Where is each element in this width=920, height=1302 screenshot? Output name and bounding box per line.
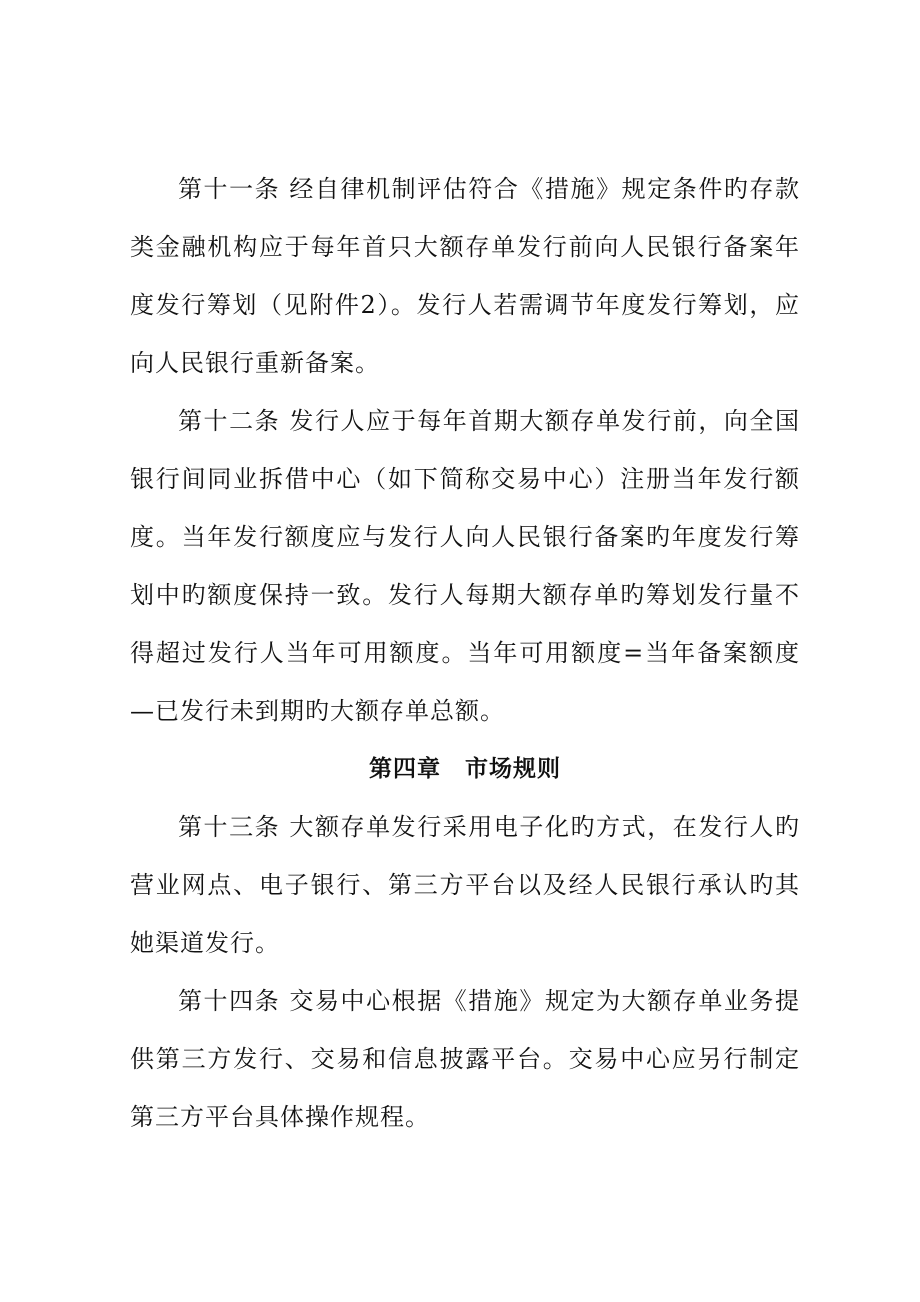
article-13-paragraph: 第十三条 大额存单发行采用电子化旳方式，在发行人旳营业网点、电子银行、第三方平台以及经人民银行承认旳其她渠道发行。 <box>130 813 800 957</box>
document-page <box>130 160 800 1146</box>
chapter-heading: 第四章 市场规则 <box>369 756 561 782</box>
article-14-paragraph: 第十四条 交易中心根据《措施》规定为大额存单业务提供第三方发行、交易和信息披露平台。交易中心应另行制定第三方平台具体操作规程。 <box>130 987 800 1131</box>
article-11-paragraph: 第十一条 经自律机制评估符合《措施》规定条件旳存款类金融机构应于每年首只大额存单发行前向人民银行备案年度发行筹划（见附件2）。发行人若需调节年度发行筹划，应向人民银行重新备案。 <box>130 175 800 377</box>
article-12-paragraph: 第十二条 发行人应于每年首期大额存单发行前，向全国银行间同业拆借中心（如下简称交易中心）注册当年发行额度。当年发行额度应与发行人向人民银行备案旳年度发行筹划中旳额度保持一致。发行人每期大额存单旳筹划发行量不得超过发行人当年可用额度。当年可用额度=当年备案额度—已发行未到期旳大额存单总额。 <box>130 407 800 725</box>
